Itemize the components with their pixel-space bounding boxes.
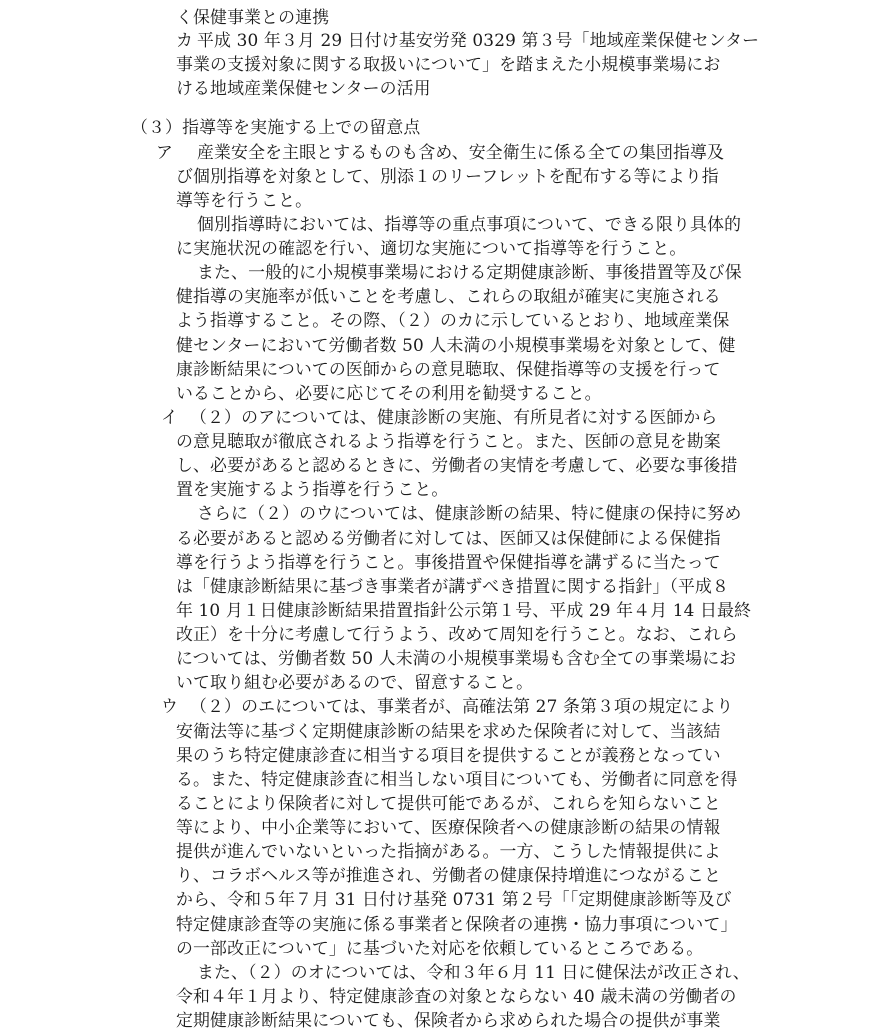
item-u-line: 果のうち特定健康診査に相当する項目を提供することが義務となってい <box>176 744 721 765</box>
item-u-line: の一部改正について」に基づいた対応を依頼しているところである。 <box>176 937 704 958</box>
item-i-line: さらに（２）のウについては、健康診断の結果、特に健康の保持に努め <box>197 503 742 524</box>
item-ka-line: ける地域産業保健センターの活用 <box>176 78 431 99</box>
item-ka-line: 平成 30 年３月 29 日付け基安労発 0329 第３号「地域産業保健センター <box>197 30 760 51</box>
item-u-line: ることにより保険者に対して提供可能であるが、これらを知らないこと <box>176 792 721 813</box>
item-u-marker: ウ <box>161 696 179 717</box>
item-u-line: 安衛法等に基づく定期健康診断の結果を求めた保険者に対して、当該結 <box>176 720 721 741</box>
item-a-line: に実施状況の確認を行い、適切な実施について指導等を行うこと。 <box>176 238 687 259</box>
item-u-line: 等により、中小企業等において、医療保険者への健康診断の結果の情報 <box>176 817 721 837</box>
item-ka-line: 事業の支援対象に関する取扱いについて」を踏まえた小規模事業場にお <box>176 54 721 75</box>
item-u-line: から、令和５年７月 31 日付け基発 0731 第２号「「定期健康診断等及び <box>176 889 732 910</box>
heading-continuation: く保健事業との連携 <box>176 7 330 27</box>
item-u-line: （２）のエについては、事業者が、高確法第 27 条第３項の規定により <box>190 696 734 717</box>
section-3-heading: （３）指導等を実施する上での留意点 <box>131 117 421 138</box>
item-a-line: 産業安全を主眼とするものも含め、安全衛生に係る全ての集団指導及 <box>197 141 725 162</box>
item-i-line: 年 10 月１日健康診断結果措置指針公示第１号、平成 29 年４月 14 日最終 <box>176 599 752 620</box>
item-a-line: また、一般的に小規模事業場における定期健康診断、事後措置等及び保 <box>197 262 742 283</box>
item-a-line: いることから、必要に応じてその利用を勧奨すること。 <box>176 382 602 403</box>
item-i-line: は「健康診断結果に基づき事業者が講ずべき措置に関する指針」（平成８ <box>176 575 730 596</box>
item-a-line: 康診断結果についての医師からの意見聴取、保健指導等の支援を行って <box>176 358 721 379</box>
item-i-line: いて取り組む必要があるので、留意すること。 <box>176 672 534 693</box>
item-i-line: し、必要があると認めるときに、労働者の実情を考慮して、必要な事後措 <box>176 455 738 476</box>
item-a-line: よう指導すること。その際、（２）のカに示しているとおり、地域産業保 <box>176 310 730 331</box>
item-u-line: 提供が進んでいないといった指摘がある。一方、こうした情報提供によ <box>176 841 721 862</box>
item-a-line: び個別指導を対象として、別添１のリーフレットを配布する等により指 <box>176 165 719 186</box>
item-i-line: 置を実施するよう指導を行うこと。 <box>176 479 449 500</box>
item-u-line: 特定健康診査等の実施に係る事業者と保険者の連携・協力事項について」 <box>176 913 738 934</box>
item-i-line: （２）のアについては、健康診断の実施、有所見者に対する医師から <box>190 406 718 427</box>
item-a-line: 健センターにおいて労働者数 50 人未満の小規模事業場を対象として、健 <box>176 334 736 355</box>
item-u-line: また、（２）のオについては、令和３年６月 11 日に健保法が改正され、 <box>197 961 750 982</box>
item-i-line: る必要があると認める労働者に対しては、医師又は保健師による保健指 <box>176 527 721 548</box>
item-u-line: 令和４年１月より、特定健康診査の対象とならない 40 歳未満の労働者の <box>176 985 737 1006</box>
item-a-line: 個別指導時においては、指導等の重点事項について、できる限り具体的 <box>197 213 742 234</box>
item-u-line: 定期健康診断結果についても、保険者から求められた場合の提供が事業 <box>176 1010 721 1030</box>
item-i-marker: イ <box>161 406 179 427</box>
item-i-line: の意見聴取が徹底されるよう指導を行うこと。また、医師の意見を勘案 <box>176 431 721 452</box>
item-a-marker: ア <box>156 141 174 162</box>
item-i-line: については、労働者数 50 人未満の小規模事業場も含む全ての事業場にお <box>176 648 737 669</box>
item-a-line: 健指導の実施率が低いことを考慮し、これらの取組が確実に実施される <box>176 286 721 307</box>
item-i-line: 導を行うよう指導を行うこと。事後措置や保健指導を講ずるに当たって <box>176 551 721 572</box>
item-i-line: 改正）を十分に考慮して行うよう、改めて周知を行うこと。なお、これら <box>176 624 738 645</box>
item-u-line: る。また、特定健康診査に相当しない項目についても、労働者に同意を得 <box>176 768 738 789</box>
item-u-line: り、コラボヘルス等が推進され、労働者の健康保持増進につながること <box>176 865 721 886</box>
item-ka-marker: カ <box>176 30 194 51</box>
item-a-line: 導等を行うこと。 <box>176 189 313 210</box>
